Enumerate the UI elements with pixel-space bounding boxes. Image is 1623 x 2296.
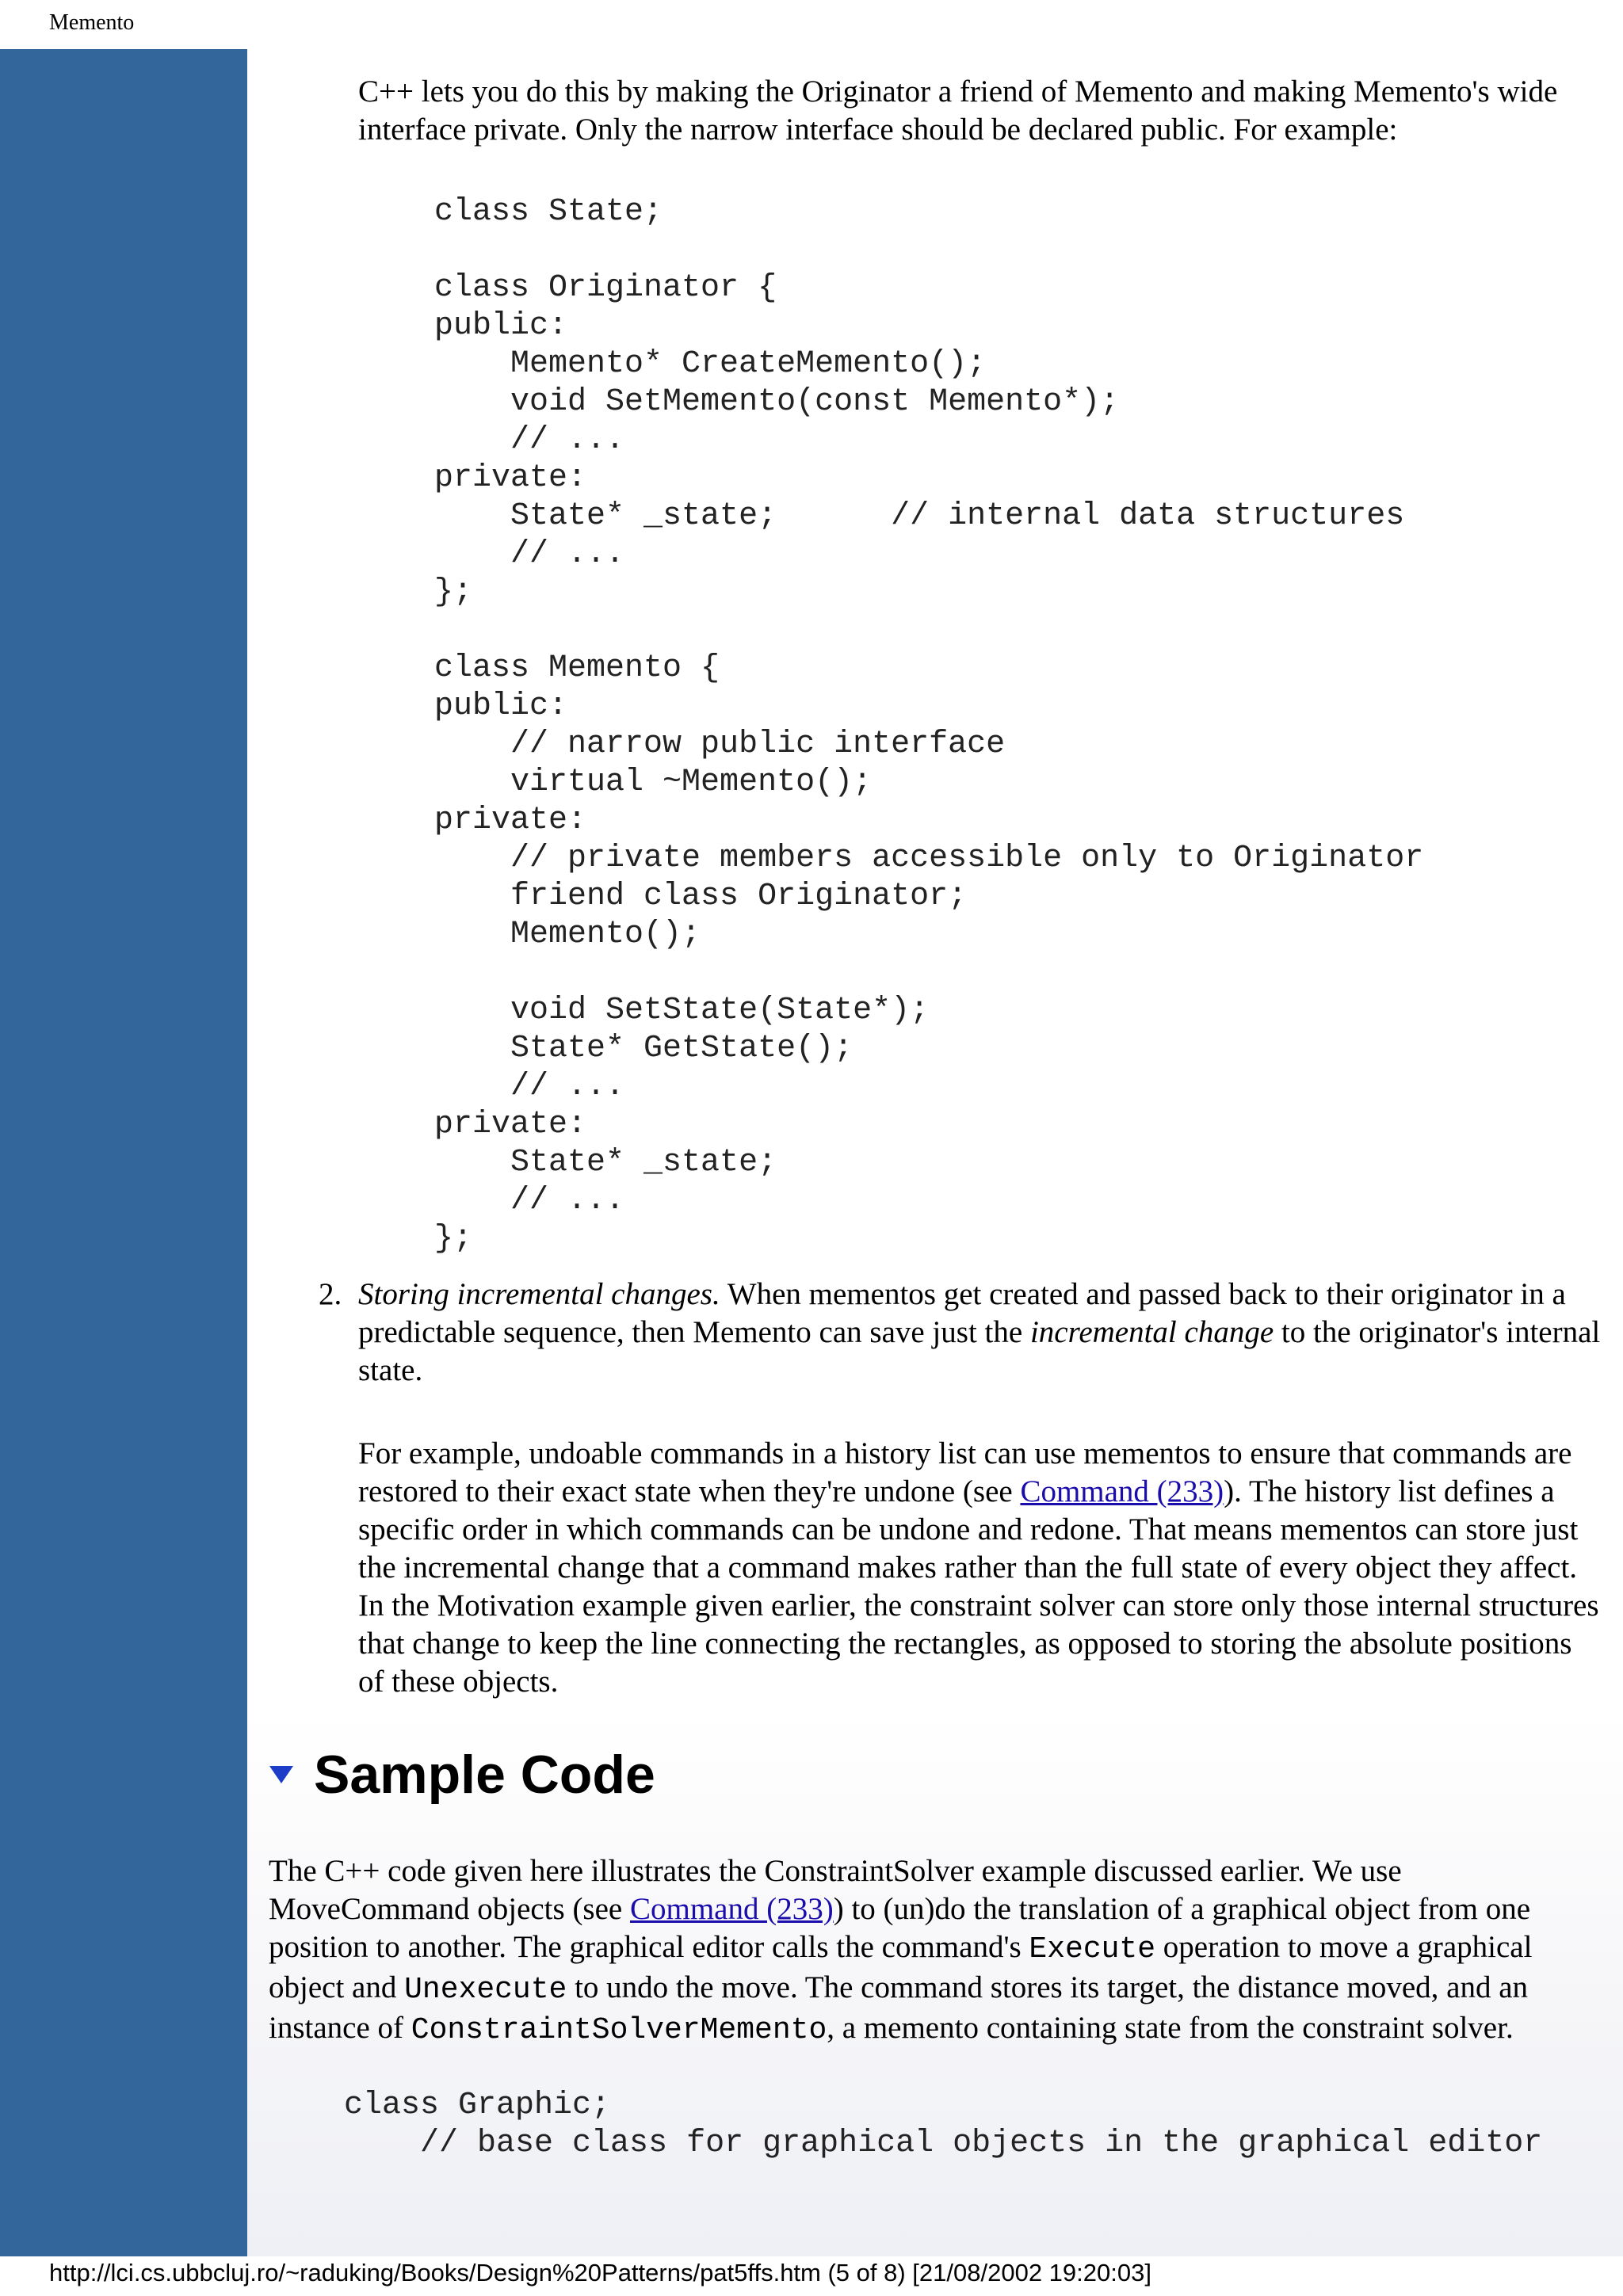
paragraph-text: ) to (un)do the translation of a graphical object from one position to another. The graphical editor calls the command's	[269, 1892, 1531, 1964]
list-item-text-end: to the originator's internal state.	[358, 1315, 1601, 1387]
section-title: Sample Code	[314, 1745, 655, 1805]
page-footer-url: http://lci.cs.ubbcluj.ro/~raduking/Books/Design%20Patterns/pat5ffs.htm (5 of 8) [21/08/2002 19:20:03]	[49, 2259, 1151, 2286]
list-item-text: When mementos get created and passed back to their originator in a predictable sequence, then Memento can save just the	[358, 1277, 1566, 1349]
paragraph-text: The C++ code given here illustrates the ConstraintSolver example discussed earlier. We use MoveCommand objects (see	[269, 1854, 1402, 1926]
inline-code-execute: Execute	[1029, 1932, 1156, 1966]
list-item-storing-incremental-changes	[358, 1276, 1602, 1390]
list-item-number: 2.	[319, 1277, 342, 1311]
history-list-paragraph	[358, 1435, 1602, 1701]
sample-code-paragraph	[269, 1852, 1600, 2050]
command-link[interactable]: Command (233)	[1020, 1474, 1224, 1508]
paragraph-text: operation to move a graphical object and	[269, 1930, 1533, 2004]
list-item-title: Storing incremental changes.	[358, 1277, 720, 1311]
code-block-originator-memento: class State; class Originator { public: Memento* CreateMemento(); void SetMemento(const Memento*); // ... private: State* _state; // internal data structures // ... }; class Memento { public: // narrow public interface virtual ~Memento(); private: // private members accessible only to Originator friend class Originator; Memento(); void SetState(State*); State* GetState(); // ... private: State* _state; // ... };	[434, 194, 1424, 1257]
sample-code-heading	[269, 1739, 655, 1810]
inline-code-unexecute: Unexecute	[404, 1973, 567, 2007]
intro-paragraph: C++ lets you do this by making the Originator a friend of Memento and making Memento's wide interface private. Only the narrow interface should be declared public. For example:	[358, 74, 1558, 147]
paragraph-text-end: ). The history list defines a specific order in which commands can be undone and redone. That means mementos can store just the incremental change that a command makes rather than the full state of every object they affect. In the Motivation example given earlier, the constraint solver can store only those internal structures that change to keep the line connecting the rectangles, as opposed to storing the absolute positions of these objects.	[358, 1474, 1599, 1699]
command-link[interactable]: Command (233)	[629, 1892, 834, 1926]
emphasis-incremental-change: incremental change	[1029, 1315, 1274, 1349]
paragraph-text-end: , a memento containing state from the constraint solver.	[827, 2011, 1514, 2045]
sidebar	[0, 49, 247, 2256]
paragraph-text: For example, undoable commands in a history list can use mementos to ensure that commands are restored to their exact state when they're undone (see	[358, 1436, 1572, 1508]
inline-code-constraintsolvermemento: ConstraintSolverMemento	[411, 2013, 827, 2047]
collapse-triangle-icon[interactable]	[269, 1766, 293, 1783]
paragraph-text: to undo the move. The command stores its target, the distance moved, and an instance of	[269, 1970, 1529, 2045]
page-header-title: Memento	[49, 10, 135, 35]
code-block-graphic: class Graphic; // base class for graphical objects in the graphical editor	[344, 2088, 1543, 2161]
